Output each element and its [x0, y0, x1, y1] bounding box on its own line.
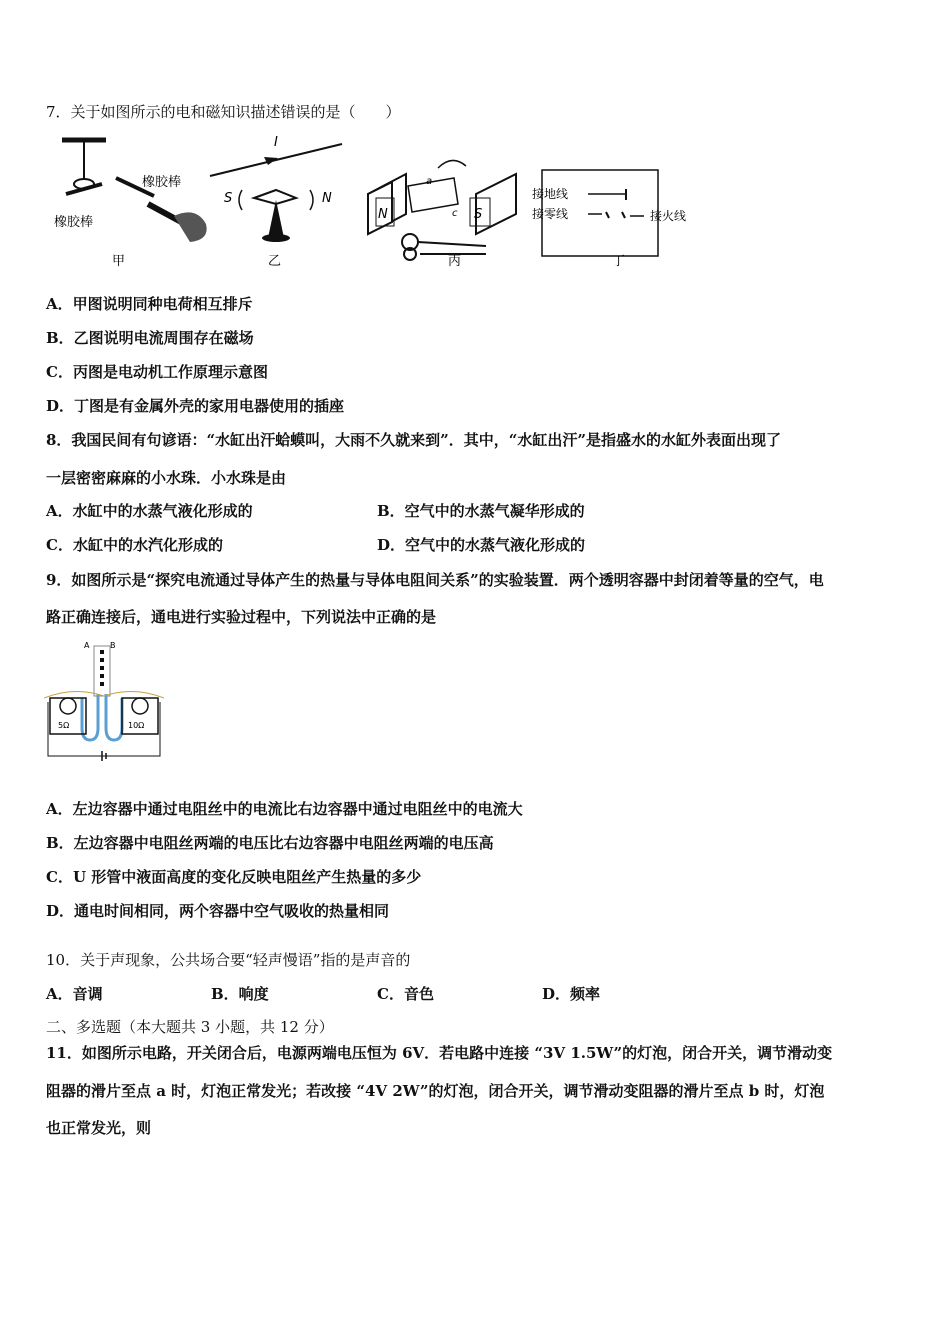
yi-pole-n: N: [322, 191, 332, 206]
bing-label: 丙: [448, 254, 462, 269]
jia-rod-right: 橡胶棒: [142, 175, 182, 190]
q10-option-a: A．音调: [46, 985, 103, 1003]
q7-stem: 7．关于如图所示的电和磁知识描述错误的是（ ）: [46, 103, 401, 121]
q9-option-a: A．左边容器中通过电阻丝中的电流比右边容器中通过电阻丝中的电流大: [46, 800, 523, 818]
yi-current: I: [274, 135, 278, 150]
q9-option-b: B．左边容器中电阻丝两端的电压比右边容器中电阻丝两端的电压高: [46, 834, 494, 852]
q9-option-d: D．通电时间相同，两个容器中空气吸收的热量相同: [46, 902, 390, 920]
q8-option-a: A．水缸中的水蒸气液化形成的: [46, 502, 253, 520]
figure-jia: [54, 140, 207, 269]
figure-bing: [368, 160, 516, 269]
q11-line1: 11．如图所示电路，开关闭合后，电源两端电压恒为 6V．若电路中连接 “3V 1.5W”的灯泡，闭合开关，调节滑动变: [46, 1044, 833, 1062]
jia-label: 甲: [112, 254, 126, 269]
q9-option-c: C．U 形管中液面高度的变化反映电阻丝产生热量的多少: [46, 868, 422, 886]
figure-yi: [210, 135, 342, 269]
q10-option-c: C．音色: [377, 985, 434, 1003]
q8-option-c: C．水缸中的水汽化形成的: [46, 536, 223, 554]
q7-option-a: A．甲图说明同种电荷相互排斥: [46, 295, 253, 313]
q9-label-a: A: [84, 641, 90, 650]
ding-live: 接火线: [650, 209, 687, 223]
bing-c: c: [452, 208, 458, 219]
ding-ground: 接地线: [532, 187, 569, 201]
q9-figure: [44, 636, 168, 764]
ding-neutral: 接零线: [532, 207, 569, 221]
q8-option-b: B．空气中的水蒸气凝华形成的: [377, 502, 585, 520]
q7-option-b: B．乙图说明电流周围存在磁场: [46, 329, 254, 347]
bing-pole-s: S: [474, 207, 483, 222]
bing-a: a: [426, 176, 433, 187]
q8-stem-line2: 一层密密麻麻的小水珠．小水珠是由: [46, 469, 287, 487]
q9-stem-line2: 路正确连接后，通电进行实验过程中，下列说法中正确的是: [46, 608, 437, 626]
q8-stem-line1: 8．我国民间有句谚语：“水缸出汗蛤蟆叫，大雨不久就来到”．其中，“水缸出汗”是指盛水的水缸外表面出现了: [46, 431, 781, 449]
jia-rod-left: 橡胶棒: [54, 215, 94, 230]
q7-figure: [46, 134, 716, 274]
ding-label: 丁: [612, 254, 626, 269]
q9-label-b: B: [110, 641, 116, 650]
q8-option-d: D．空气中的水蒸气液化形成的: [377, 536, 586, 554]
bing-pole-n: N: [378, 207, 388, 222]
q9-stem-line1: 9．如图所示是“探究电流通过导体产生的热量与导体电阻间关系”的实验装置．两个透明容器中封闭着等量的空气，电: [46, 571, 824, 589]
yi-label: 乙: [268, 254, 282, 269]
q10-stem: 10．关于声现象，公共场合要“轻声慢语”指的是声音的: [46, 951, 411, 969]
q10-option-b: B．响度: [211, 985, 269, 1003]
section2-heading: 二、多选题（本大题共 3 小题，共 12 分）: [46, 1018, 334, 1036]
q9-scale: [100, 650, 104, 686]
figure-ding: [532, 170, 686, 269]
q10-option-d: D．频率: [542, 985, 601, 1003]
q7-option-d: D．丁图是有金属外壳的家用电器使用的插座: [46, 397, 345, 415]
yi-pole-s: S: [224, 191, 233, 206]
q11-line2: 阻器的滑片至点 a 时，灯泡正常发光；若改接 “4V 2W”的灯泡，闭合开关，调节滑动变阻器的滑片至点 b 时，灯泡: [46, 1082, 825, 1100]
q9-r-left: 5Ω: [58, 721, 70, 730]
q7-option-c: C．丙图是电动机工作原理示意图: [46, 363, 268, 381]
q9-r-right: 10Ω: [128, 721, 145, 730]
q11-line3: 也正常发光，则: [46, 1119, 152, 1137]
